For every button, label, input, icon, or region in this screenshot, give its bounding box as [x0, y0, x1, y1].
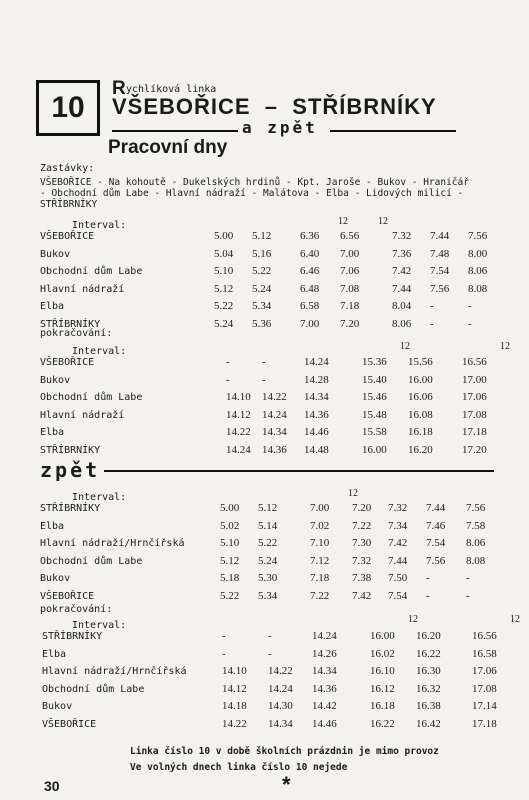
departure-time: 8.08: [466, 554, 486, 567]
departure-time: 6.56: [340, 230, 360, 242]
departure-time: 7.56: [466, 502, 486, 514]
stop-name: Obchodní dům Labe: [40, 392, 143, 404]
departure-time: 5.24: [258, 554, 278, 567]
departure-time: 5.00: [214, 230, 234, 242]
departure-time: 7.32: [392, 230, 412, 242]
departure-time: 7.30: [352, 537, 372, 550]
departure-time: 16.10: [370, 665, 395, 678]
departure-time: 14.42: [312, 700, 337, 713]
departure-time: 16.18: [408, 426, 433, 439]
departure-time: 17.18: [472, 718, 497, 730]
stop-name: Elba: [40, 427, 65, 439]
stop-name: Obchodní dům Labe: [40, 266, 143, 278]
interval-label: Interval:: [72, 346, 127, 357]
interval-value: 12: [338, 216, 348, 227]
departure-time: 7.20: [340, 318, 360, 330]
departure-time: 7.42: [392, 265, 412, 278]
departure-time: 16.00: [408, 373, 433, 386]
departure-time: 7.00: [340, 247, 360, 260]
departure-time: 7.44: [430, 230, 450, 242]
departure-time: 7.42: [352, 590, 372, 602]
departure-time: 14.10: [226, 391, 251, 404]
departure-time: 16.58: [472, 647, 497, 660]
departure-time: 7.48: [430, 247, 450, 260]
interval-value: 12: [408, 614, 418, 625]
departure-time: 15.46: [362, 391, 387, 404]
departure-time: 17.06: [462, 391, 487, 404]
header-rule-left: [112, 130, 238, 132]
departure-time: 8.04: [392, 300, 412, 313]
departure-time: 8.06: [466, 537, 486, 550]
stops-label: Zastávky:: [40, 163, 95, 174]
departure-time: 16.08: [408, 408, 433, 421]
departure-time: 16.30: [416, 665, 441, 678]
departure-time: 7.34: [388, 519, 408, 532]
interval-label: Interval:: [72, 220, 127, 231]
departure-time: 16.22: [370, 718, 395, 730]
departure-time: 14.48: [304, 444, 329, 456]
departure-time: 8.00: [468, 247, 488, 260]
stop-name: Obchodní dům Labe: [42, 683, 145, 695]
departure-time: 14.24: [262, 408, 287, 421]
departure-time: 14.36: [304, 408, 329, 421]
stop-name: Obchodní dům Labe: [40, 555, 143, 567]
line-number: 10: [51, 91, 85, 124]
interval-value: 12: [400, 341, 410, 352]
departure-time: 14.34: [312, 665, 337, 678]
stop-name: Hlavní nádraží: [40, 283, 125, 295]
departure-time: 5.12: [220, 554, 240, 567]
departure-time: 16.12: [370, 682, 395, 695]
departure-time: -: [262, 356, 266, 368]
departure-time: 8.06: [468, 265, 488, 278]
stop-name: STŘÍBRNÍKY: [40, 319, 101, 330]
departure-time: 5.14: [258, 519, 278, 532]
departure-time: 5.24: [252, 282, 272, 295]
stop-name: Hlavní nádraží/Hrnčířská: [42, 666, 187, 678]
departure-time: 7.54: [426, 537, 446, 550]
departure-time: 6.36: [300, 230, 320, 242]
stop-name: STŘÍBRNÍKY: [40, 503, 101, 514]
departure-time: 14.28: [304, 373, 329, 386]
departure-time: 14.22: [226, 426, 251, 439]
stops-line-2: - Obchodní dům Labe - Hlavní nádraží - Malátova - Elba - Lidových milicí -: [40, 188, 464, 199]
departure-time: 7.02: [310, 519, 330, 532]
departure-time: -: [222, 630, 226, 642]
departure-time: 16.56: [472, 630, 497, 642]
departure-time: 16.20: [416, 630, 441, 642]
interval-label: Interval:: [72, 492, 127, 503]
departure-time: 7.44: [392, 282, 412, 295]
departure-time: 7.56: [426, 554, 446, 567]
departure-time: 14.30: [268, 700, 293, 713]
departure-time: 5.22: [258, 537, 278, 550]
departure-time: 6.40: [300, 247, 320, 260]
departure-time: 14.24: [268, 682, 293, 695]
stop-name: Hlavní nádraží: [40, 409, 125, 421]
departure-time: 5.30: [258, 572, 278, 585]
departure-time: 5.12: [214, 282, 234, 295]
departure-time: -: [262, 373, 266, 386]
departure-time: 14.24: [304, 356, 329, 368]
departure-time: 7.54: [388, 590, 408, 602]
departure-time: -: [222, 647, 226, 660]
stop-name: Elba: [42, 648, 67, 660]
departure-time: 14.12: [226, 408, 251, 421]
subtitle: ychlíková linka: [126, 84, 217, 95]
departure-time: 5.02: [220, 519, 240, 532]
departure-time: 17.08: [472, 682, 497, 695]
departure-time: 17.18: [462, 426, 487, 439]
stop-name: Bukov: [42, 701, 73, 713]
interval-label: Interval:: [72, 620, 127, 631]
note-free-days: Ve volných dnech linka číslo 10 nejede: [130, 762, 348, 773]
stop-name: VŠEBOŘICE: [40, 357, 95, 368]
departure-time: 5.00: [220, 502, 240, 514]
departure-time: 7.32: [352, 554, 372, 567]
departure-time: 16.00: [370, 630, 395, 642]
continuation-label: pokračování:: [40, 604, 113, 615]
stop-name: Hlavní nádraží/Hrnčířská: [40, 538, 185, 550]
departure-time: 6.58: [300, 300, 320, 313]
departure-time: 5.34: [258, 590, 278, 602]
departure-time: -: [268, 647, 272, 660]
line-number-box: [36, 80, 100, 136]
departure-time: 7.44: [388, 554, 408, 567]
stop-name: STŘÍBRNÍKY: [42, 631, 103, 642]
departure-time: -: [466, 572, 470, 585]
departure-time: -: [426, 572, 430, 585]
departure-time: -: [430, 318, 434, 330]
departure-time: 17.00: [462, 373, 487, 386]
stop-name: Elba: [40, 520, 65, 532]
departure-time: 5.22: [252, 265, 272, 278]
departure-time: 7.20: [352, 502, 372, 514]
departure-time: 5.10: [214, 265, 234, 278]
departure-time: 7.46: [426, 519, 446, 532]
departure-time: 5.24: [214, 318, 234, 330]
departure-time: 14.22: [268, 665, 293, 678]
departure-time: 5.12: [258, 502, 278, 514]
departure-time: 7.50: [388, 572, 408, 585]
departure-time: -: [226, 356, 230, 368]
departure-time: 14.34: [262, 426, 287, 439]
departure-time: 8.06: [392, 318, 412, 330]
departure-time: 8.08: [468, 282, 488, 295]
departure-time: -: [468, 300, 472, 313]
departure-time: 17.08: [462, 408, 487, 421]
departure-time: 7.06: [340, 265, 360, 278]
departure-time: 14.12: [222, 682, 247, 695]
stop-name: STŘÍBRNÍKY: [40, 445, 101, 456]
departure-time: -: [468, 318, 472, 330]
stop-name: Bukov: [40, 374, 71, 386]
departure-time: 7.00: [300, 318, 320, 330]
departure-time: 14.24: [226, 444, 251, 456]
departure-time: 14.26: [312, 647, 337, 660]
interval-value: 12: [500, 341, 510, 352]
subtitle-initial: R: [112, 78, 126, 99]
departure-time: 7.10: [310, 537, 330, 550]
interval-value: 12: [510, 614, 520, 625]
departure-time: 6.48: [300, 282, 320, 295]
departure-time: 7.54: [430, 265, 450, 278]
departure-time: 16.20: [408, 444, 433, 456]
departure-time: 7.36: [392, 247, 412, 260]
departure-time: 16.06: [408, 391, 433, 404]
departure-time: 16.02: [370, 647, 395, 660]
page-number: 30: [44, 778, 60, 794]
departure-time: 14.22: [262, 391, 287, 404]
stop-name: VŠEBOŘICE: [40, 231, 95, 242]
stop-name: Bukov: [40, 573, 71, 585]
departure-time: 5.22: [214, 300, 234, 313]
header-rule-right: [330, 130, 456, 132]
departure-time: 7.38: [352, 572, 372, 585]
departure-time: -: [426, 590, 430, 602]
departure-time: 7.32: [388, 502, 408, 514]
departure-time: 14.34: [304, 391, 329, 404]
stops-line-3: STŘÍBRNÍKY: [40, 199, 98, 210]
departure-time: 15.36: [362, 356, 387, 368]
departure-time: 16.38: [416, 700, 441, 713]
departure-time: 15.58: [362, 426, 387, 439]
departure-time: -: [466, 590, 470, 602]
stop-name: Bukov: [40, 248, 71, 260]
departure-time: 5.04: [214, 247, 234, 260]
stops-line-1: VŠEBOŘICE - Na kohoutě - Dukelských hrdinů - Kpt. Jaroše - Bukov - Hraničář: [40, 177, 469, 188]
departure-time: 14.22: [222, 718, 247, 730]
departure-time: 5.12: [252, 230, 272, 242]
footer-star: *: [282, 772, 291, 797]
departure-time: 17.14: [472, 700, 497, 713]
departure-time: 5.18: [220, 572, 240, 585]
departure-time: 15.48: [362, 408, 387, 421]
departure-time: 14.18: [222, 700, 247, 713]
departure-time: 14.34: [268, 718, 293, 730]
days-label: Pracovní dny: [108, 137, 228, 158]
interval-value: 12: [348, 488, 358, 499]
departure-time: 14.36: [312, 682, 337, 695]
return-rule: [104, 470, 494, 472]
departure-time: 6.46: [300, 265, 320, 278]
departure-time: 5.36: [252, 318, 272, 330]
departure-time: 16.32: [416, 682, 441, 695]
departure-time: 14.10: [222, 665, 247, 678]
departure-time: 7.56: [430, 282, 450, 295]
stop-name: VŠEBOŘICE: [42, 719, 97, 730]
note-holidays: Linka číslo 10 v době školních prázdnin je mimo provoz: [130, 746, 439, 757]
departure-time: 7.42: [388, 537, 408, 550]
departure-time: 15.40: [362, 373, 387, 386]
departure-time: 5.10: [220, 537, 240, 550]
departure-time: 16.18: [370, 700, 395, 713]
departure-time: 7.18: [340, 300, 360, 313]
departure-time: 15.56: [408, 356, 433, 368]
stop-name: VŠEBOŘICE: [40, 591, 95, 602]
departure-time: 16.00: [362, 444, 387, 456]
departure-time: 7.22: [310, 590, 330, 602]
continuation-label: pokračování:: [40, 328, 113, 339]
departure-time: -: [226, 373, 230, 386]
departure-time: 16.56: [462, 356, 487, 368]
departure-time: 16.42: [416, 718, 441, 730]
departure-time: 5.22: [220, 590, 240, 602]
departure-time: -: [430, 300, 434, 313]
departure-time: 7.08: [340, 282, 360, 295]
departure-time: 7.22: [352, 519, 372, 532]
departure-time: 7.56: [468, 230, 488, 242]
departure-time: 16.22: [416, 647, 441, 660]
return-heading: zpět: [40, 458, 101, 482]
route-title: VŠEBOŘICE – STŘÍBRNÍKY: [112, 94, 437, 119]
departure-time: 14.24: [312, 630, 337, 642]
departure-time: 7.44: [426, 502, 446, 514]
departure-time: 14.46: [304, 426, 329, 439]
interval-value: 12: [378, 216, 388, 227]
departure-time: 7.12: [310, 554, 330, 567]
departure-time: 17.06: [472, 665, 497, 678]
departure-time: 7.18: [310, 572, 330, 585]
departure-time: 14.46: [312, 718, 337, 730]
stop-name: Elba: [40, 301, 65, 313]
departure-time: 14.36: [262, 444, 287, 456]
departure-time: 17.20: [462, 444, 487, 456]
departure-time: 5.34: [252, 300, 272, 313]
return-label: a zpět: [242, 118, 318, 137]
departure-time: -: [268, 630, 272, 642]
departure-time: 5.16: [252, 247, 272, 260]
departure-time: 7.00: [310, 502, 330, 514]
departure-time: 7.58: [466, 519, 486, 532]
